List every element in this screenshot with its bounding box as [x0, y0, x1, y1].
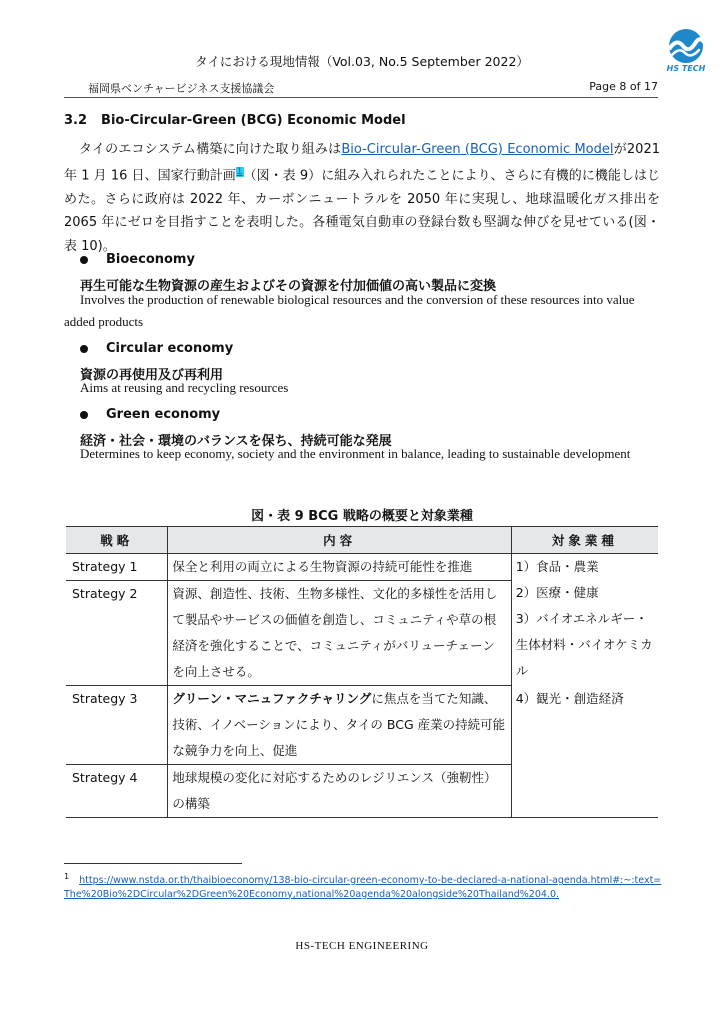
- bullet-circular-economy: [80, 341, 233, 356]
- page-footer: HS-TECH ENGINEERING: [295, 940, 429, 952]
- footnote-ref-1[interactable]: 1: [236, 167, 243, 178]
- bullet-title: Circular economy: [106, 341, 234, 356]
- running-header-title: タイにおける現地情報（Vol.03, No.5 September 2022）: [195, 54, 529, 69]
- industries-cell: [511, 554, 658, 686]
- strategy-cell: Strategy 2: [66, 581, 168, 686]
- footnote-link[interactable]: https://www.nstda.or.th/thaibioeconomy/138-bio-circular-green-economy-to-be-declared-a-national-agenda.html#:~:text=The%20Bio%2DCircular%2DGreen%20Economy,national%20agenda%20alongside%20Thailand%204.0.: [64, 875, 662, 900]
- intro-text-2: が2021 年 1 月 16 日、国家行動計画: [64, 142, 660, 184]
- footnote-divider: [64, 863, 242, 864]
- industry-item: 3）バイオエネルギー・生体材料・バイオケミカル: [515, 611, 653, 678]
- strategy-cell: Strategy 1: [66, 554, 168, 581]
- organization-name: 福岡県ベンチャービジネス支援協議会: [88, 82, 275, 95]
- bullet-en-text: Determines to keep economy, society and the environment in balance, leading to sustainable development: [80, 446, 631, 461]
- section-number: 3.2: [64, 113, 88, 128]
- bullet-en-text: Aims at reusing and recycling resources: [80, 380, 289, 395]
- bcg-strategy-table: [66, 526, 658, 818]
- content-bold-term: グリーン・マニュファクチャリング: [172, 691, 372, 706]
- intro-text-1: タイのエコシステム構築に向けた取り組みは: [79, 142, 342, 157]
- bullet-jp-text: 資源の再使用及び再利用: [80, 368, 224, 383]
- bullet-green-economy: [80, 407, 220, 422]
- content-cell: 地球規模の変化に対応するためのレジリエンス（強靭性）の構築: [168, 765, 511, 818]
- page-number: Page 8 of 17: [589, 80, 658, 93]
- section-heading: [64, 113, 406, 128]
- bullet-jp-text: 再生可能な生物資源の産生およびその資源を付加価値の高い製品に変換: [80, 279, 497, 294]
- bullet-en-text: Involves the production of renewable biological resources and the conversion of these resources into value added products: [64, 292, 635, 329]
- industry-item: 2）医療・健康: [515, 585, 599, 600]
- table-header-row: [66, 527, 658, 554]
- content-cell: 資源、創造性、技術、生物多様性、文化的多様性を活用して製品やサービスの価値を創造し、コミュニティや草の根経済を強化することで、コミュニティがバリューチェーンを向上させる。: [168, 581, 511, 686]
- bcg-model-link[interactable]: Bio-Circular-Green (BCG) Economic Model: [341, 142, 614, 157]
- intro-paragraph: [64, 138, 660, 258]
- table-row: [66, 554, 658, 581]
- section-title: Bio-Circular-Green (BCG) Economic Model: [101, 113, 406, 128]
- footnote: [64, 870, 664, 901]
- intro-text-3: （図・表 9）に組み入れられたことにより、さらに有機的に機能しはじめた。さらに政府は 2022 年、カーボンニュートラルを 2050 年に実現し、地球温暖化ガス排出を 2065 年にゼロを目指すことを表明した。各種電気自動車の登録台数も堅調な伸びを見せている(図・表 10)。: [64, 168, 660, 254]
- bullet-title: Green economy: [106, 407, 221, 422]
- industry-item: 1）食品・農業: [515, 559, 599, 574]
- bullet-dot-icon: [80, 256, 88, 264]
- industries-cell: [511, 686, 658, 818]
- header-divider: [64, 97, 658, 98]
- bullet-dot-icon: [80, 411, 88, 419]
- strategy-cell: Strategy 4: [66, 765, 168, 818]
- content-cell: 保全と利用の両立による生物資源の持続可能性を推進: [168, 554, 511, 581]
- hs-tech-logo: [664, 28, 708, 76]
- bullet-bioeconomy: [80, 252, 195, 267]
- table-row: [66, 686, 658, 765]
- strategy-cell: Strategy 3: [66, 686, 168, 765]
- bullet-title: Bioeconomy: [106, 252, 195, 267]
- content-cell: グリーン・マニュファクチャリングに焦点を当てた知識、技術、イノベーションにより、タイの BCG 産業の持続可能な競争力を向上、促進: [168, 686, 511, 765]
- table-header-content: 内容: [168, 527, 511, 554]
- industry-item: 4）観光・創造経済: [515, 690, 624, 706]
- table-caption: 図・表 9 BCG 戦略の概要と対象業種: [251, 509, 473, 524]
- table-header-industries: 対象業種: [511, 527, 658, 554]
- bullet-dot-icon: [80, 345, 88, 353]
- logo-text: HS TECH: [666, 64, 706, 73]
- table-header-strategy: 戦略: [66, 527, 168, 554]
- bullet-jp-text: 経済・社会・環境のバランスを保ち、持続可能な発展: [80, 434, 392, 449]
- footnote-number: 1: [64, 872, 70, 881]
